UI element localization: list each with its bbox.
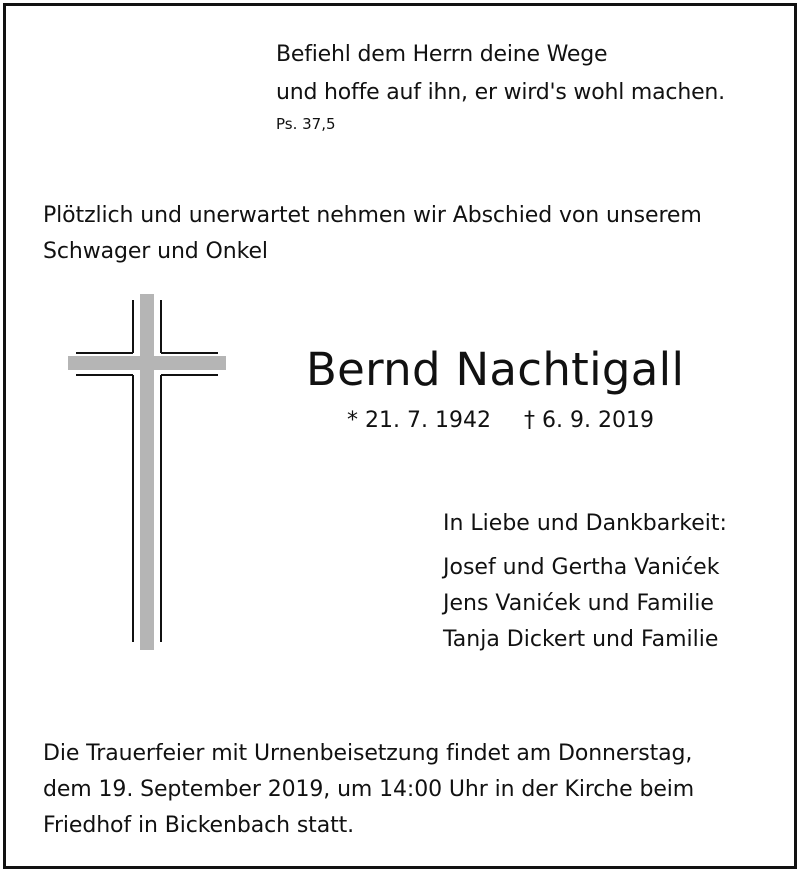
mourners-heading: In Liebe und Dankbarkeit: <box>443 511 727 536</box>
intro-line-2: Schwager und Onkel <box>43 239 268 264</box>
intro-line-1: Plötzlich und unerwartet nehmen wir Abschied von unserem <box>43 203 702 228</box>
deceased-name: Bernd Nachtigall <box>306 343 685 396</box>
birth-date: * 21. 7. 1942 <box>347 408 491 433</box>
verse-reference: Ps. 37,5 <box>276 115 336 133</box>
death-date: † 6. 9. 2019 <box>524 408 654 433</box>
ceremony-line-1: Die Trauerfeier mit Urnenbeisetzung findet am Donnerstag, <box>43 741 693 766</box>
mourner-name: Josef und Gertha Vanićek <box>443 555 720 580</box>
cross-icon <box>68 294 228 650</box>
verse-line-1: Befiehl dem Herrn deine Wege <box>276 42 608 67</box>
obituary-notice <box>3 3 797 869</box>
ceremony-line-3: Friedhof in Bickenbach statt. <box>43 813 355 838</box>
ceremony-line-2: dem 19. September 2019, um 14:00 Uhr in der Kirche beim <box>43 777 695 802</box>
verse-line-2: und hoffe auf ihn, er wird's wohl machen. <box>276 80 725 105</box>
mourner-name: Tanja Dickert und Familie <box>443 627 719 652</box>
mourner-name: Jens Vanićek und Familie <box>443 591 714 616</box>
